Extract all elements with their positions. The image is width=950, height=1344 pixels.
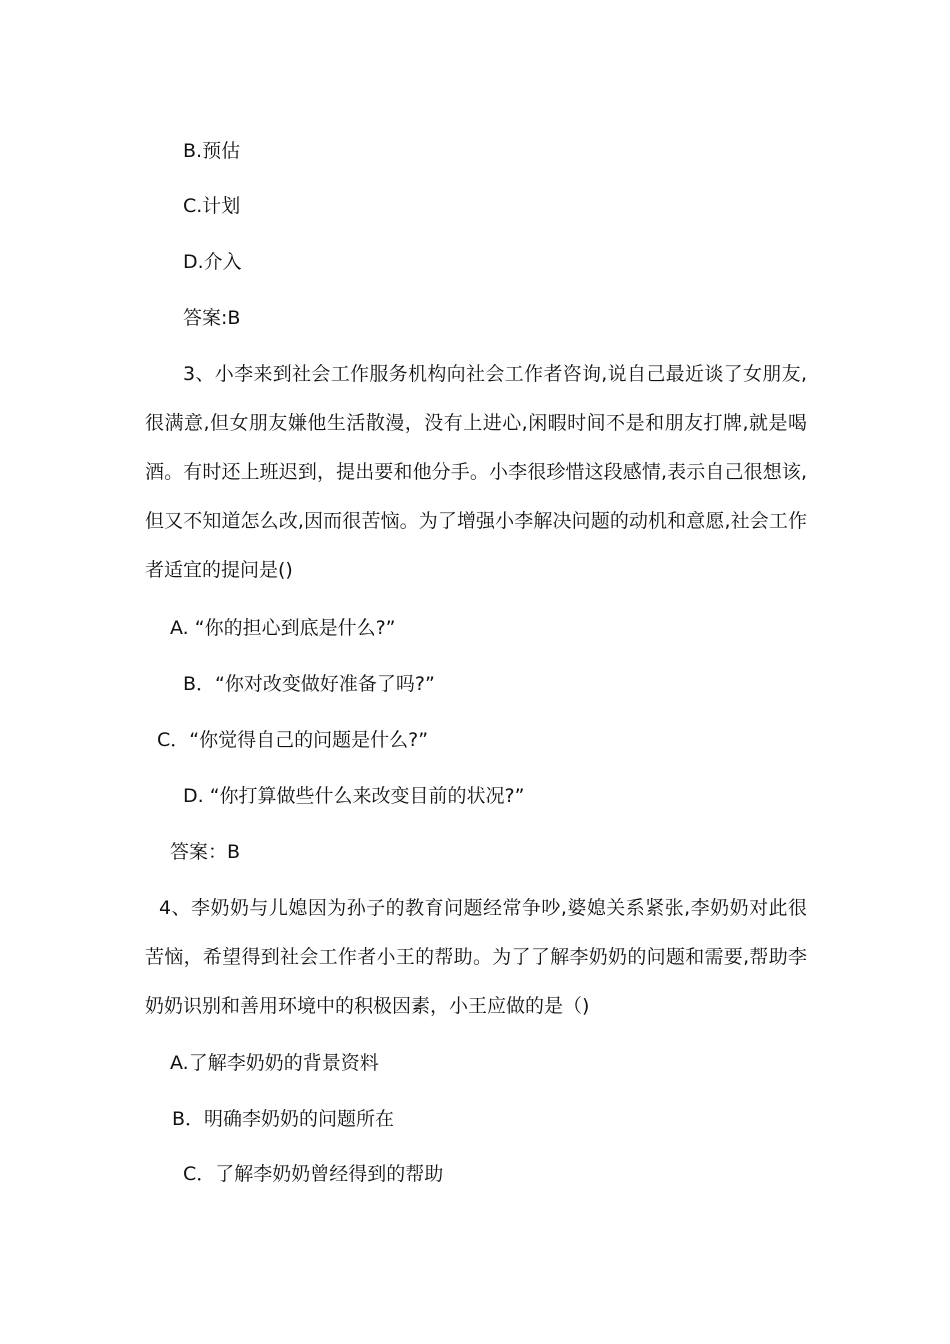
q3-option-d: D. “你打算做些什么来改变目前的状况?” — [183, 785, 525, 807]
q3-stem-text: 3、小李来到社会工作服务机构向社会工作者咨询,说自己最近谈了女朋友,很满意,但女朋友嫌他生活散漫，没有上进心,闲暇时间不是和朋友打牌,就是喝酒。有时还上班迟到，提出要和他分手。小李很珍惜这段感情,表示自己很想该,但又不知道怎么改,因而很苦恼。为了增强小李解决问题的动机和意愿,社会工作者适宜的提问是() — [145, 363, 807, 581]
q2-option-c: C.计划 — [183, 195, 241, 217]
q4-option-c: C．了解李奶奶曾经得到的帮助 — [183, 1163, 444, 1185]
q3-stem — [145, 350, 807, 595]
q3-option-b: B．“你对改变做好准备了吗?” — [183, 673, 435, 695]
q4-option-a: A.了解李奶奶的背景资料 — [170, 1052, 379, 1074]
q4-stem — [145, 884, 807, 1031]
q3-answer: 答案：B — [170, 841, 241, 863]
q2-answer: 答案:B — [183, 307, 241, 329]
q4-stem-text: 4、李奶奶与儿媳因为孙子的教育问题经常争吵,婆媳关系紧张,李奶奶对此很苦恼，希望得到社会工作者小王的帮助。为了了解李奶奶的问题和需要,帮助李奶奶识别和善用环境中的积极因素，小王应做的是（) — [145, 897, 807, 1017]
q2-option-b: B.预估 — [183, 140, 241, 162]
q3-option-a: A. “你的担心到底是什么?” — [170, 617, 396, 639]
q3-option-c: C．“你觉得自己的问题是什么?” — [157, 729, 429, 751]
q2-option-d: D.介入 — [183, 251, 242, 273]
q4-option-b: B．明确李奶奶的问题所在 — [172, 1108, 395, 1130]
